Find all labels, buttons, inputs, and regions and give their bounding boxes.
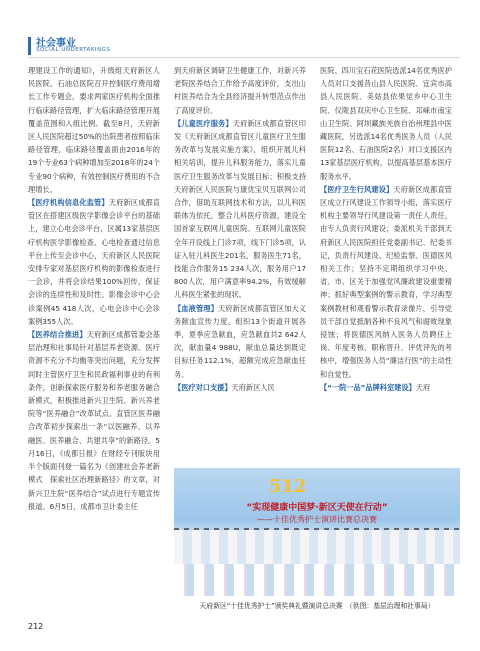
text-column-2 (174, 64, 306, 464)
body-paragraph: 理建设工作的通知》，升级组天府新区人民医院、石油总医院召开控制医疗费用增长工作专题会，要求两家医疗机构全面推行临床路径管理，扩大临床路径管理开展覆盖范围和入组比例。截至8月，天府新区人民医院超过50%的出院患者按照临床路径管理，临床路径覆盖面由2016年的19个专业63个病种增加至2018年的24个专业90个病种，有效控制医疗费用的不合理增长。 (28, 66, 160, 194)
section-title: 【儿童医疗服务】 (174, 118, 233, 128)
section-paragraph (174, 381, 306, 394)
photo-banner-sub: ——十佳优秀护士演讲比赛总决赛 (257, 515, 377, 524)
section-paragraph (28, 328, 160, 513)
section-paragraph (320, 183, 452, 381)
section-title: 【医疗机构信息化监管】 (28, 198, 109, 208)
section-body: 天府 (415, 382, 431, 392)
photo-caption: 天府新区“十佳优秀护士”颁奖典礼暨演讲总决赛 （供图：基层治理和社事局） (199, 602, 435, 610)
section-header-title: 社会事业 (36, 38, 76, 49)
photo-banner-main: “实现健康中国梦·新区天使在行动” (246, 503, 388, 513)
section-body: 天府新区成都直管区在搭建区级医学影像会诊平台的基础上，建立心电会诊平台，区属13家基层医疗机构医学影像检查、心电检查通过信息平台上传至会诊中心，天府新区人民医院安排专家对基层医疗机构的影像检查进行一会诊，并将会诊结果100%回传，保证会诊的连续性和及时性。影像会诊中心会诊案例45 418人次，心电会诊中心会诊案例355人次。 (28, 198, 160, 326)
section-body: 天府新区成都管委会基层治理和社事局针对基层养老资源、医疗资源不充分不均衡等突出问题，充分发挥同时主管医疗卫生和民政福利事业的有利条件，创新探索医疗服务和养老服务融合新模式，积极推进新兴卫生院、新兴养老院等“医养融合”改革试点。直管区医养融合改革初步探索出一条“以医融养、以养融医、医养融合、共建共享”的新路径。5月16日，《成都日报》在财经专刊版块用半个版面刊登一篇名为《创建社会养老新模式 探索社区治理新路径》的文章，对新兴卫生院“医养结合”试点进行专题宣传报道。6月5日，成都市卫计委主任 (28, 330, 160, 511)
text-column-3 (320, 64, 452, 464)
page-number: 212 (28, 622, 44, 631)
photo-front-row (174, 564, 460, 596)
section-title: 【医养结合推进】 (28, 330, 87, 340)
text-column-1 (28, 64, 160, 584)
section-title: 【医疗对口支援】 (174, 382, 232, 392)
body-paragraph: 到天府新区调研卫生健康工作，对新兴养老院医养结合工作给予高度评价，支出山村医养结合为全县经济提升转型范点作出了高度评价。 (174, 66, 306, 115)
section-body: 天府新区成都直管区成立行风建设工作领导小组，落实医疗机构主要领导行风建设第一责任人责任，由专人负责行风建设；委派机关干部到天府新区人民医院担任党委副书记、纪委书记，负责行风建设、纪检监察、医德医风相关工作；坚持不定期组织学习中央、省、市、区关于加强党风廉政建设重要精神；抓好典型案例的警示教育，学习典型案例教材和观看警示教育录像片，引导党员干部自觉抵制各种不良风气和腐败现象侵蚀；将医德医风纳入医务人员聘任上岗、年度考核、职称晋升、评优评先的考核中，增强医务人员“廉洁行医”的主动性和自觉性。 (320, 184, 452, 379)
section-body: 天府新区成都直管区加大义务献血宣传力度，组织13个街道开展各季，夏季应急献血，应急献血共2 642人次，献血量4 988U，献血总量达到既定目标任务112.1%，超额完成应急献血任务。 (174, 303, 306, 379)
section-body: 天府新区人民 (231, 382, 275, 392)
section-paragraph (320, 381, 452, 394)
section-title: 【医疗卫生行风建设】 (320, 184, 394, 194)
event-photo (174, 468, 460, 596)
header-divider (28, 57, 460, 58)
section-paragraph (28, 196, 160, 328)
photo-banner-number: 512 (269, 476, 307, 497)
section-title: 【“一院一品”品牌科室建设】 (320, 382, 416, 392)
section-header-subtitle: SOCIAL UNDERTAKINGS (36, 47, 111, 53)
header-accent-bar (28, 37, 31, 55)
body-paragraph: 医院、四川宝石花医院选派14名优秀医护人员对口支援昔山县人民医院、宜宾市高县人民医院、美姑县依果觉乡中心卫生院、仪陇县双庆中心卫生院、邛崃市南宝山卫生院、阿坝藏族羌族自治州理县中医藏医院，另选派14名优秀医务人员（人民医院12名、石油医院2名）对口支援区内13家基层医疗机构，以提高基层基本医疗服务水平。 (320, 66, 452, 181)
section-body: 天府新区成都直管区印发《天府新区成都直管区儿童医疗卫生服务改革与发展实施方案》，组织开展儿科相关培训，提升儿科服务能力，落实儿童医疗卫生服务改革与发展目标；积极支持天府新区人民医院与康优宝贝互联网公司合作，借助互联网技术和方法，以儿科医联体为依托，整合儿科医疗资源，建设全国首家互联网儿童医院。互联网儿童医院全年开设线上门诊7项，线下门诊5项，认证入驻儿科医生201名，服务医生71名，技能合作服务15 234人次，服务用户17 800人次，用户满意率94.2%，有效缓解儿科医生紧张的现状。 (174, 118, 306, 300)
section-paragraph (174, 302, 306, 381)
section-paragraph (174, 117, 306, 302)
section-title: 【血液管理】 (174, 303, 219, 313)
